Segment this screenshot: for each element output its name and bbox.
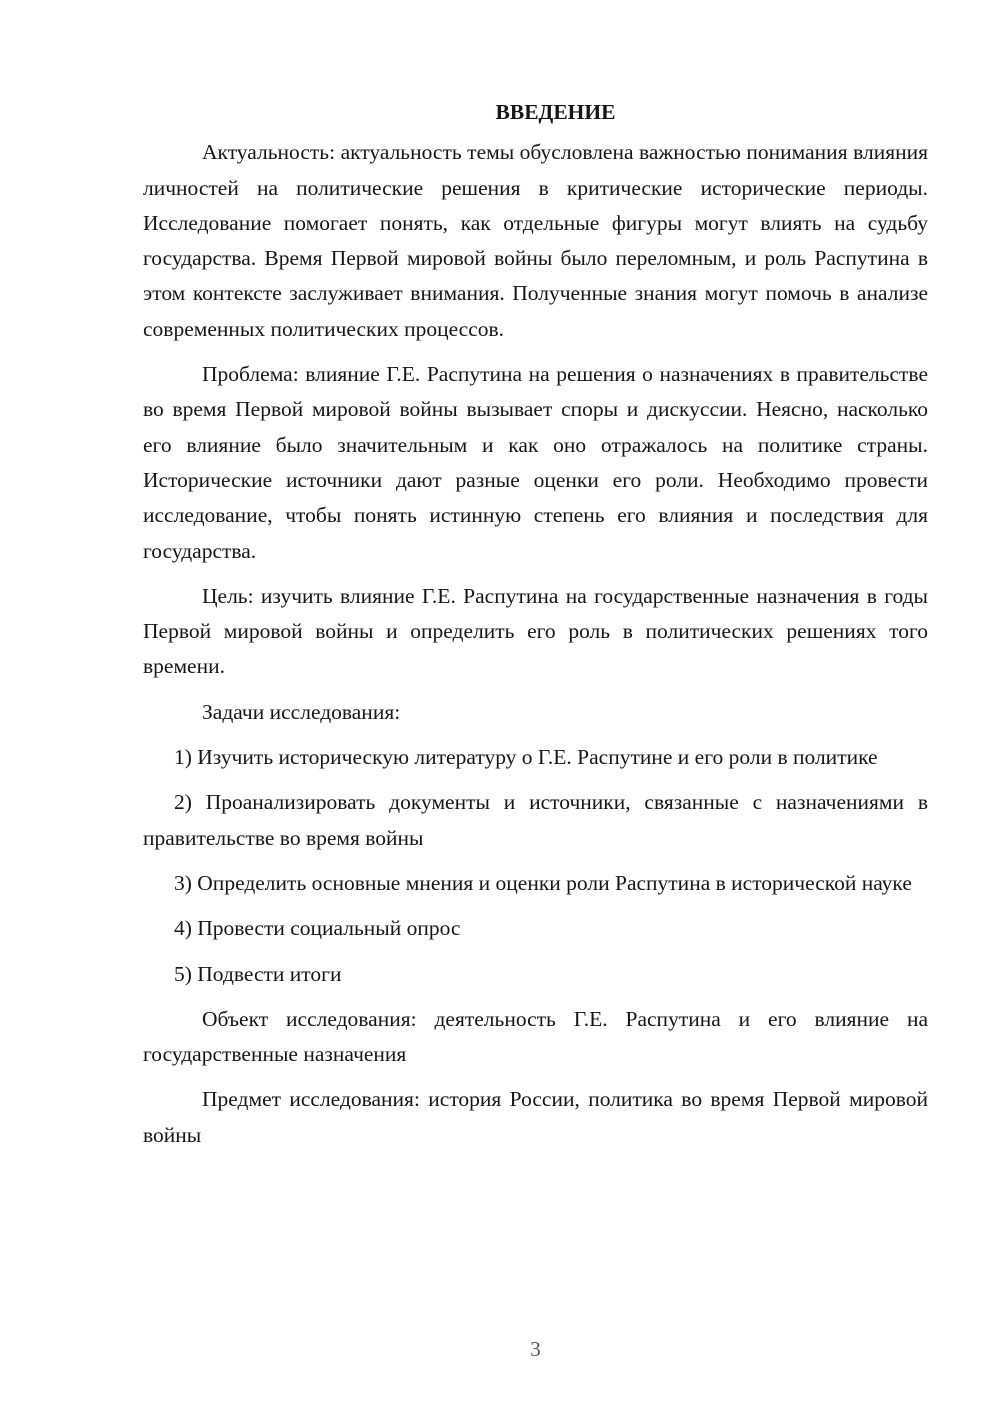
task-item-5: 5) Подвести итоги (174, 961, 342, 986)
subject-paragraph: Предмет исследования: история России, политика во время Первой мировой войны (143, 1087, 928, 1147)
page-title: ВВЕДЕНИЕ (495, 100, 616, 124)
object-paragraph: Объект исследования: деятельность Г.Е. Распутина и его влияние на государственные назначения (143, 1006, 928, 1067)
goal-paragraph: Цель: изучить влияние Г.Е. Распутина на государственные назначения в годы Первой мировой войны и определить его роль в политических решениях того времени. (143, 583, 928, 679)
relevance-paragraph: Актуальность: актуальность темы обусловлена важностью понимания влияния личностей на политические решения в критические исторические периоды. Исследование помогает понять, как отдельные фигуры могут влиять на судьбу государства. Время Первой мировой войны было переломным, и роль Распутина в этом контексте заслуживает внимания. Полученные знания могут помочь в анализе современных политических процессов. (143, 140, 928, 341)
task-item-3: 3) Определить основные мнения и оценки роли Распутина в исторической науке (174, 870, 912, 895)
tasks-list (143, 740, 928, 992)
task-item-4: 4) Провести социальный опрос (174, 916, 461, 941)
tasks-heading: Задачи исследования: (202, 699, 401, 724)
task-item-1: 1) Изучить историческую литературу о Г.Е. Распутине и его роли в политике (174, 745, 878, 770)
page-number: 3 (530, 1337, 541, 1361)
problem-paragraph: Проблема: влияние Г.Е. Распутина на решения о назначениях в правительстве во время Первой мировой войны вызывает споры и дискуссии. Неясно, насколько его влияние было значительным и как оно отражалось на политике страны. Исторические источники дают разные оценки его роли. Необходимо провести исследование, чтобы понять истинную степень его влияния и последствия для государства. (143, 362, 928, 563)
task-item-2: 2) Проанализировать документы и источники, связанные с назначениями в правительстве во время войны (143, 790, 928, 850)
